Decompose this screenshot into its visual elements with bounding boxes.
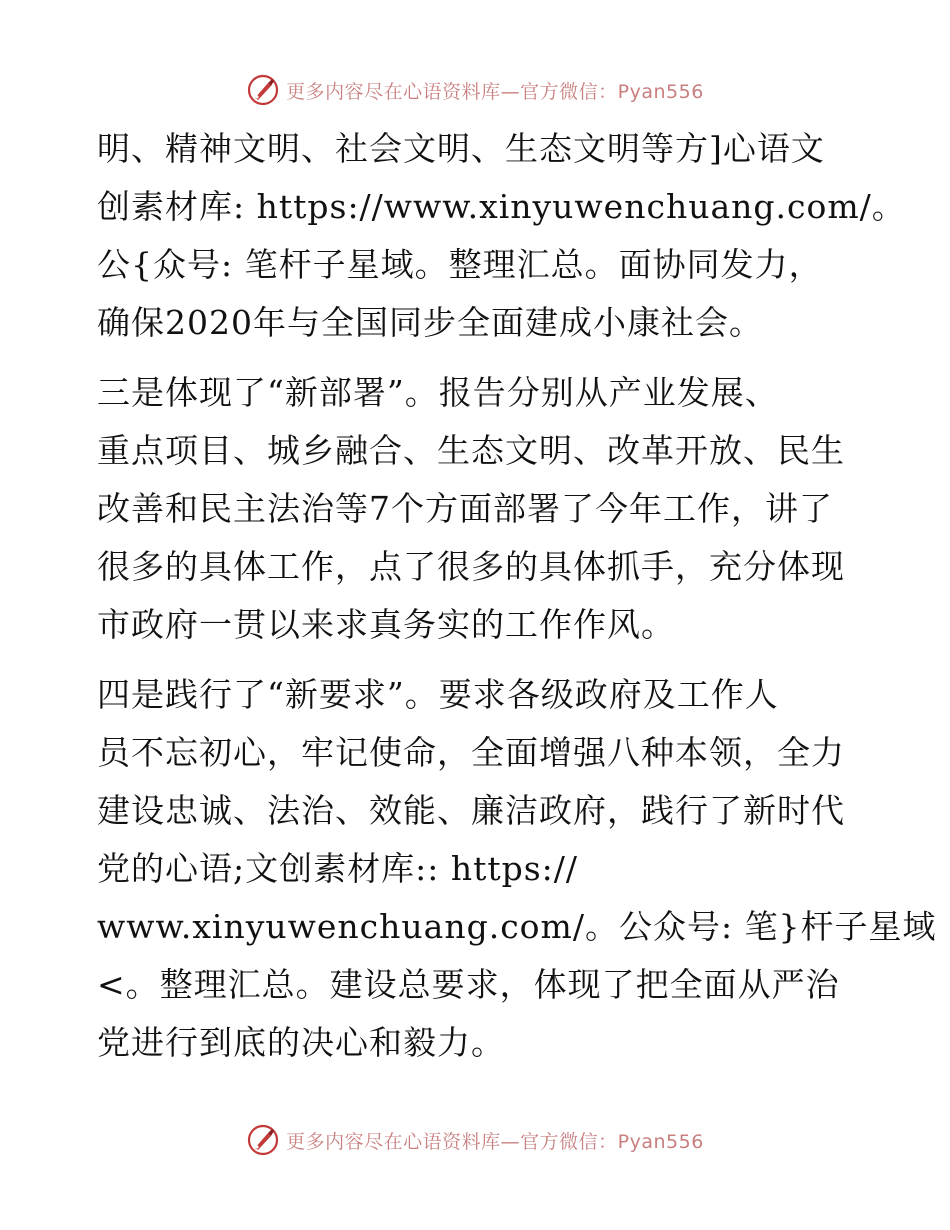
text-line: 公{众号: 笔杆子星域。整理汇总。面协同发力， xyxy=(97,245,823,284)
text-line: 四是践行了“新要求”。要求各级政府及工作人 xyxy=(97,675,779,714)
document-body xyxy=(97,120,937,1072)
text-line: 很多的具体工作，点了很多的具体抓手，充分体现 xyxy=(97,547,845,586)
text-line: 重点项目、城乡融合、生态文明、改革开放、民生 xyxy=(97,431,845,470)
pen-logo-icon xyxy=(246,1123,280,1157)
text-line: 创素材库: https://www.xinyuwenchuang.com/。 xyxy=(97,187,906,226)
text-line: 改善和民主法治等7个方面部署了今年工作，讲了 xyxy=(97,489,833,528)
header-watermark xyxy=(0,72,950,108)
text-line: www.xinyuwenchuang.com/。公众号: 笔}杆子星域 xyxy=(97,907,937,946)
text-line: 员不忘初心，牢记使命，全面增强八种本领，全力 xyxy=(97,733,845,772)
header-watermark-text: 更多内容尽在心语资料库—官方微信：Pyan556 xyxy=(286,80,704,103)
text-line: 党的心语;文创素材库:: https:// xyxy=(97,849,579,888)
text-line: 明、精神文明、社会文明、生态文明等方]心语文 xyxy=(97,129,825,168)
text-line: <。整理汇总。建设总要求，体现了把全面从严治 xyxy=(97,965,840,1004)
pen-logo-icon xyxy=(246,73,280,107)
text-line: 建设忠诚、法治、效能、廉洁政府，践行了新时代 xyxy=(97,791,845,830)
text-line: 三是体现了“新部署”。报告分别从产业发展、 xyxy=(97,373,779,412)
text-line: 党进行到底的决心和毅力。 xyxy=(97,1023,505,1062)
footer-watermark-text: 更多内容尽在心语资料库—官方微信：Pyan556 xyxy=(286,1130,704,1153)
footer-watermark xyxy=(0,1122,950,1158)
paragraph-2 xyxy=(97,364,857,654)
text-line: 确保2020年与全国同步全面建成小康社会。 xyxy=(97,303,763,342)
text-line: 市政府一贯以来求真务实的工作作风。 xyxy=(97,605,675,644)
paragraph-3 xyxy=(97,666,937,1072)
paragraph-1 xyxy=(97,120,906,352)
